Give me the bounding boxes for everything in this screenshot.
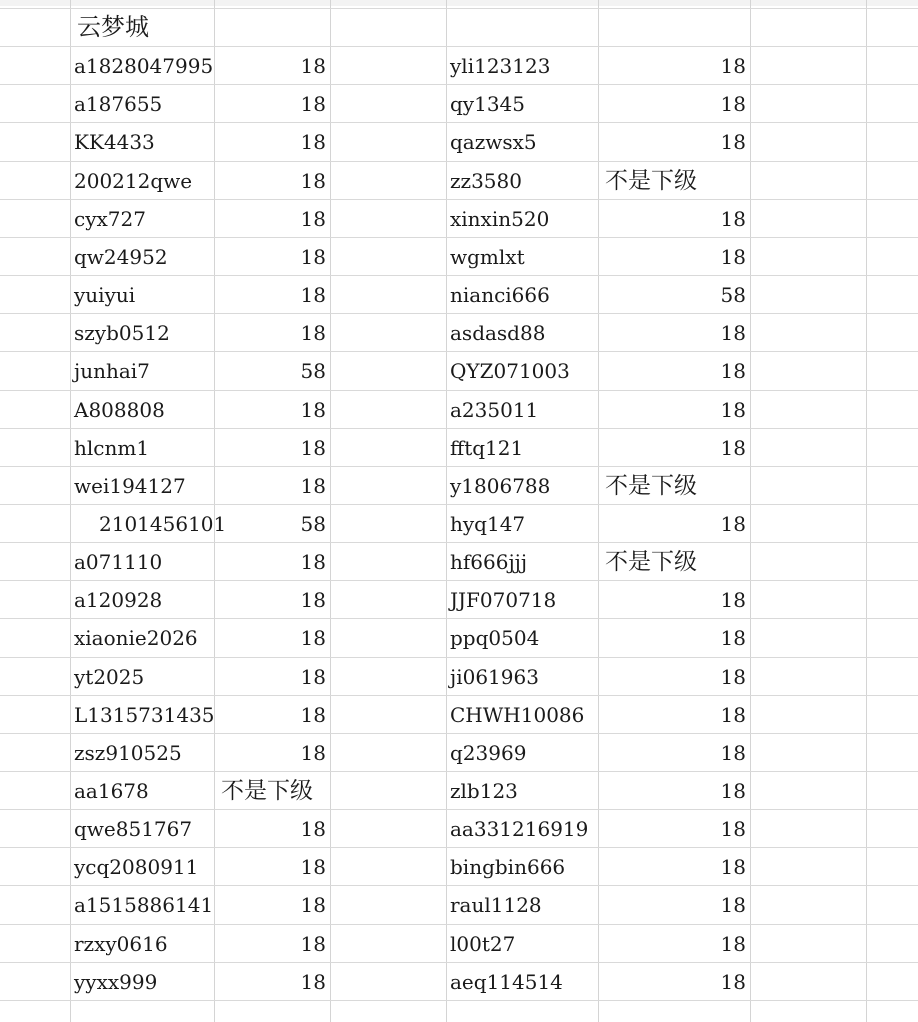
- right-status-cell[interactable]: 不是下级: [605, 168, 697, 194]
- right-name-cell[interactable]: raul1128: [450, 893, 542, 917]
- left-value-cell[interactable]: 18: [300, 92, 326, 116]
- left-name-cell[interactable]: xiaonie2026: [74, 626, 198, 650]
- left-name-cell[interactable]: cyx727: [74, 207, 146, 231]
- right-value-cell[interactable]: 18: [720, 779, 746, 803]
- sheet-top-band: [0, 0, 918, 6]
- left-name-cell[interactable]: rzxy0616: [74, 932, 168, 956]
- right-value-cell[interactable]: 18: [720, 321, 746, 345]
- right-value-cell[interactable]: 18: [720, 54, 746, 78]
- right-name-cell[interactable]: hf666jjj: [450, 550, 528, 574]
- right-value-cell[interactable]: 18: [720, 92, 746, 116]
- right-value-cell[interactable]: 18: [720, 512, 746, 536]
- left-name-cell[interactable]: a1828047995: [74, 54, 214, 78]
- right-value-cell[interactable]: 18: [720, 626, 746, 650]
- right-name-cell[interactable]: QYZ071003: [450, 359, 570, 383]
- left-name-cell[interactable]: hlcnm1: [74, 436, 150, 460]
- left-value-cell[interactable]: 18: [300, 550, 326, 574]
- left-value-cell[interactable]: 18: [300, 893, 326, 917]
- left-name-cell[interactable]: a120928: [74, 588, 163, 612]
- left-value-cell[interactable]: 18: [300, 245, 326, 269]
- left-value-cell[interactable]: 18: [300, 855, 326, 879]
- left-name-cell[interactable]: szyb0512: [74, 321, 170, 345]
- left-name-cell[interactable]: L1315731435: [74, 703, 215, 727]
- left-value-cell[interactable]: 18: [300, 665, 326, 689]
- right-name-cell[interactable]: xinxin520: [450, 207, 550, 231]
- left-value-cell[interactable]: 18: [300, 321, 326, 345]
- left-value-cell[interactable]: 18: [300, 626, 326, 650]
- left-value-cell[interactable]: 18: [300, 169, 326, 193]
- left-name-cell[interactable]: yyxx999: [74, 970, 158, 994]
- right-name-cell[interactable]: JJF070718: [450, 588, 557, 612]
- right-value-cell[interactable]: 18: [720, 665, 746, 689]
- right-value-cell[interactable]: 18: [720, 588, 746, 612]
- column-gridline: [866, 0, 867, 1022]
- left-value-cell[interactable]: 18: [300, 588, 326, 612]
- left-value-cell[interactable]: 18: [300, 741, 326, 765]
- right-name-cell[interactable]: ji061963: [450, 665, 539, 689]
- right-name-cell[interactable]: nianci666: [450, 283, 550, 307]
- left-name-cell[interactable]: yuiyui: [74, 283, 136, 307]
- left-value-cell[interactable]: 18: [300, 703, 326, 727]
- left-name-cell[interactable]: A808808: [74, 398, 165, 422]
- right-name-cell[interactable]: asdasd88: [450, 321, 546, 345]
- right-value-cell[interactable]: 58: [720, 283, 746, 307]
- left-name-cell[interactable]: a187655: [74, 92, 163, 116]
- left-value-cell[interactable]: 18: [300, 398, 326, 422]
- right-status-cell[interactable]: 不是下级: [605, 549, 697, 575]
- left-value-cell[interactable]: 58: [300, 512, 326, 536]
- right-name-cell[interactable]: a235011: [450, 398, 539, 422]
- right-name-cell[interactable]: qy1345: [450, 92, 525, 116]
- row-gridline: [0, 8, 918, 9]
- right-value-cell[interactable]: 18: [720, 855, 746, 879]
- right-name-cell[interactable]: q23969: [450, 741, 527, 765]
- right-name-cell[interactable]: zz3580: [450, 169, 522, 193]
- left-name-cell[interactable]: ycq2080911: [74, 855, 199, 879]
- left-value-cell[interactable]: 18: [300, 283, 326, 307]
- sheet-title-cell[interactable]: 云梦城: [77, 13, 149, 41]
- right-name-cell[interactable]: fftq121: [450, 436, 524, 460]
- right-name-cell[interactable]: wgmlxt: [450, 245, 525, 269]
- right-value-cell[interactable]: 18: [720, 893, 746, 917]
- right-name-cell[interactable]: yli123123: [450, 54, 551, 78]
- right-value-cell[interactable]: 18: [720, 359, 746, 383]
- right-name-cell[interactable]: l00t27: [450, 932, 516, 956]
- left-name-cell[interactable]: aa1678: [74, 779, 149, 803]
- right-value-cell[interactable]: 18: [720, 932, 746, 956]
- left-name-cell[interactable]: a1515886141: [74, 893, 214, 917]
- right-value-cell[interactable]: 18: [720, 970, 746, 994]
- column-gridline: [330, 0, 331, 1022]
- right-name-cell[interactable]: bingbin666: [450, 855, 566, 879]
- left-value-cell[interactable]: 18: [300, 207, 326, 231]
- left-value-cell[interactable]: 58: [300, 359, 326, 383]
- left-name-cell[interactable]: wei194127: [74, 474, 186, 498]
- left-value-cell[interactable]: 18: [300, 932, 326, 956]
- left-value-cell[interactable]: 18: [300, 54, 326, 78]
- right-name-cell[interactable]: hyq147: [450, 512, 526, 536]
- left-name-cell[interactable]: 2101456101: [99, 512, 227, 536]
- right-name-cell[interactable]: zlb123: [450, 779, 518, 803]
- right-value-cell[interactable]: 18: [720, 703, 746, 727]
- left-value-cell[interactable]: 18: [300, 970, 326, 994]
- right-value-cell[interactable]: 18: [720, 130, 746, 154]
- right-value-cell[interactable]: 18: [720, 817, 746, 841]
- right-name-cell[interactable]: aeq114514: [450, 970, 563, 994]
- right-status-cell[interactable]: 不是下级: [605, 473, 697, 499]
- right-value-cell[interactable]: 18: [720, 741, 746, 765]
- column-gridline: [750, 0, 751, 1022]
- right-value-cell[interactable]: 18: [720, 245, 746, 269]
- right-name-cell[interactable]: aa331216919: [450, 817, 589, 841]
- right-name-cell[interactable]: ppq0504: [450, 626, 540, 650]
- left-value-cell[interactable]: 18: [300, 436, 326, 460]
- left-name-cell[interactable]: zsz910525: [74, 741, 182, 765]
- right-name-cell[interactable]: CHWH10086: [450, 703, 585, 727]
- left-name-cell[interactable]: KK4433: [74, 130, 155, 154]
- left-name-cell[interactable]: qwe851767: [74, 817, 193, 841]
- left-name-cell[interactable]: junhai7: [74, 359, 150, 383]
- right-name-cell[interactable]: y1806788: [450, 474, 551, 498]
- left-name-cell[interactable]: a071110: [74, 550, 163, 574]
- left-value-cell[interactable]: 18: [300, 130, 326, 154]
- right-value-cell[interactable]: 18: [720, 398, 746, 422]
- right-value-cell[interactable]: 18: [720, 436, 746, 460]
- left-status-cell[interactable]: 不是下级: [221, 778, 313, 804]
- left-name-cell[interactable]: qw24952: [74, 245, 168, 269]
- left-name-cell[interactable]: 200212qwe: [74, 169, 193, 193]
- right-value-cell[interactable]: 18: [720, 207, 746, 231]
- left-name-cell[interactable]: yt2025: [74, 665, 145, 689]
- left-value-cell[interactable]: 18: [300, 817, 326, 841]
- left-value-cell[interactable]: 18: [300, 474, 326, 498]
- right-name-cell[interactable]: qazwsx5: [450, 130, 537, 154]
